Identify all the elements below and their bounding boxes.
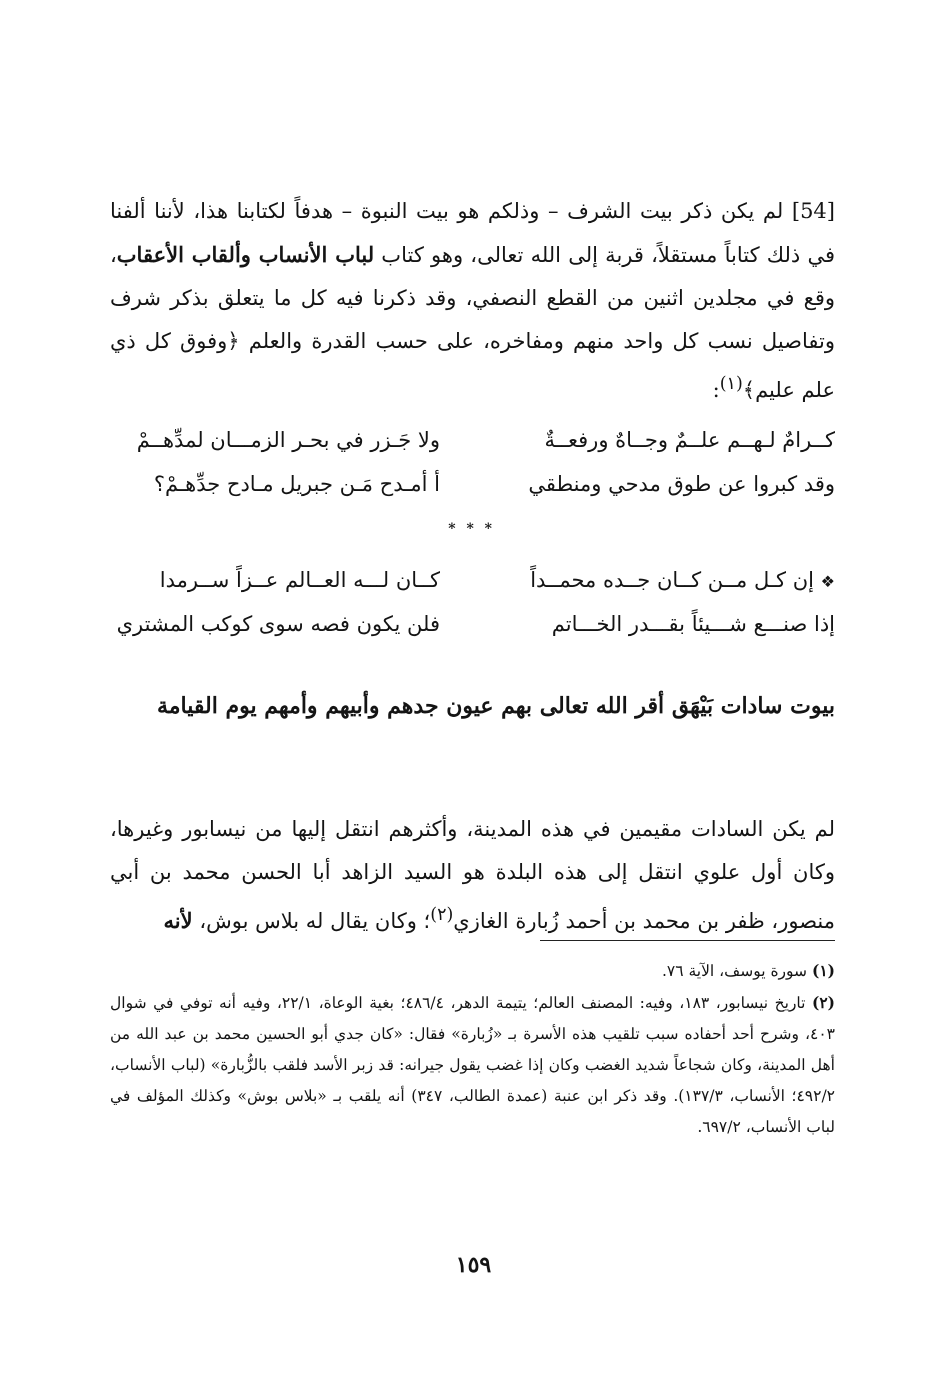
- poem-1-hemistich-2b: أ أمـدح مَـن جبريل مـادح جدِّهـمْ؟: [153, 472, 440, 496]
- poem-1-hemistich-1b: ولا جَـزر في بحـر الزمـــان لمدِّهــمْ: [136, 428, 440, 452]
- paragraph-2-text-b: ؛ وكان يقال له بلاس بوش،: [192, 909, 431, 933]
- paragraph-2-bold-word: لأنه: [163, 908, 193, 933]
- poem-2-hemistich-1a-text: إن كـل مــن كــان جــده محمــداً: [530, 568, 814, 592]
- paragraph-1-text-b: ، وقع في مجلدين اثنين من القطع النصفي، وقد ذكرنا فيه كل ما يتعلق بذكر شرف وتفاصيل نسب كل واحد منهم ومفاخره، على حسب القدرة والعلم ﴿وفوق كل ذي علم عليم﴾: [110, 243, 835, 402]
- paragraph-1-text-c: :: [712, 378, 720, 402]
- footnote-1-number: (١): [811, 961, 835, 980]
- poem-1: [110, 428, 835, 516]
- footnote-ref-1: (١): [719, 374, 743, 394]
- footnote-ref-2: (٢): [430, 905, 454, 925]
- poem-2-row-2: [110, 612, 835, 656]
- paragraph-marker: [54]: [791, 199, 835, 223]
- diamond-bullet-icon: ❖: [820, 572, 835, 591]
- poem-2-hemistich-2a: إذا صنـــع شـــيئاً بقـــدر الخـــاتم: [551, 612, 835, 636]
- page-number: ١٥٩: [455, 1252, 492, 1278]
- poem-1-row-1: [110, 428, 835, 472]
- paragraph-1: [110, 190, 835, 412]
- footnote-2-text: تاريخ نيسابور، ١٨٣، وفيه: المصنف العالم؛ يتيمة الدهر، ٤٨٦/٤؛ بغية الوعاة، ٢٢/١، وفيه أنه توفي في شوال ٤٠٣، وشرح أحد أحفاده سبب تلقيب هذه الأسرة بـ «زُبارة» فقال: «كان جدي أبو الحسين محمد بن عبد الله من أهل المدينة، وكان شجاعاً شديد الغضب وكان إذا غضب يقول جيرانه: قد زبر الأسد فلقب بالزُّبارة» (لباب الأنساب، ٤٩٢/٢؛ الأنساب، ١٣٧/٣). وقد ذكر ابن عنبة (عمدة الطالب، ٣٤٧) أنه يلقب بـ «بلاس بوش» وكذلك المؤلف في لباب الأنساب، ٦٩٧/٢.: [110, 994, 835, 1136]
- paragraph-2-text-a: لم يكن السادات مقيمين في هذه المدينة، وأكثرهم انتقل إليها من نيسابور وغيرها، وكان أول علوي انتقل إلى هذه البلدة هو السيد الزاهد أبا الحسن محمد بن أبي منصور، ظفر بن محمد بن أحمد زُبارة الغازي: [110, 817, 835, 933]
- footnote-1: [110, 955, 835, 987]
- book-title: لباب الأنساب وألقاب الأعقاب: [116, 242, 375, 267]
- paragraph-2: [110, 808, 835, 943]
- footnote-divider: [540, 940, 835, 941]
- poem-2-hemistich-1b: كــان لـــه العــالم عــزاً ســرمدا: [159, 568, 440, 592]
- poem-1-row-2: [110, 472, 835, 516]
- poem-2-hemistich-1a: [505, 568, 835, 592]
- section-heading: بيوت سادات بَيْهَق أقر الله تعالى بهم عيون جدهم وأبيهم وأمهم يوم القيامة: [156, 693, 835, 719]
- poem-2-row-1: [110, 568, 835, 612]
- poem-2-hemistich-2b: فلن يكون فصه سوى كوكب المشتري: [116, 612, 440, 636]
- section-separator: * * *: [448, 521, 495, 537]
- poem-1-hemistich-1a: كــرامٌ لـهــم علــمٌ وجــاهٌ ورفعــةٌ: [544, 428, 835, 452]
- footnote-2: [110, 987, 835, 1143]
- poem-1-hemistich-2a: وقد كبروا عن طوق مدحي ومنطقي: [528, 472, 835, 496]
- footnotes: [110, 955, 835, 1143]
- paragraph-1-text-a: لم يكن ذكر بيت الشرف – وذلكم هو بيت النبوة – هدفاً لكتابنا هذا، لأننا ألفنا في ذلك كتاباً مستقلاً، قربة إلى الله تعالى، وهو كتاب: [110, 199, 835, 267]
- poem-2: [110, 568, 835, 656]
- footnote-2-number: (٢): [811, 993, 835, 1012]
- footnote-1-text: سورة يوسف، الآية ٧٦.: [661, 962, 808, 980]
